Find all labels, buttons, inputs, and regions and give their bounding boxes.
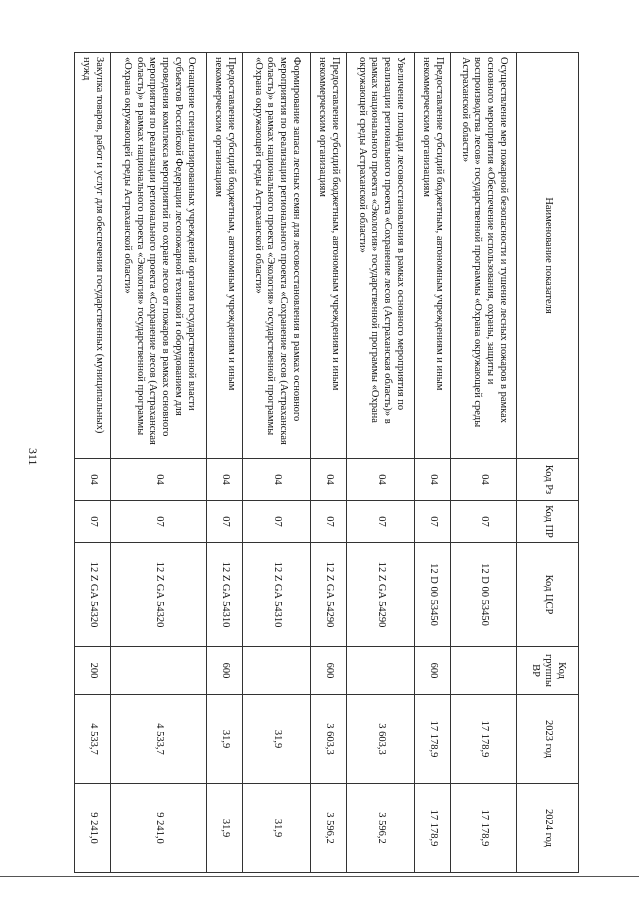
header-vr: Код группы ВР xyxy=(517,647,579,695)
header-2024: 2024 год xyxy=(517,784,579,873)
table-row xyxy=(207,53,243,873)
header-pr: Код ПР xyxy=(517,501,579,543)
table-row xyxy=(451,53,517,873)
row-vr xyxy=(451,647,517,695)
table-row xyxy=(311,53,347,873)
row-2024: 9 241,0 xyxy=(75,784,111,873)
row-2023: 31,9 xyxy=(207,695,243,784)
row-rz: 04 xyxy=(243,459,311,501)
row-pr: 07 xyxy=(347,501,415,543)
table-row xyxy=(243,53,311,873)
row-2024: 31,9 xyxy=(243,784,311,873)
row-rz: 04 xyxy=(111,459,207,501)
row-name: Предоставление субсидий бюджетным, автономным учреждениям и иным некоммерческим организациям xyxy=(311,53,347,459)
row-2023: 17 178,9 xyxy=(415,695,451,784)
row-pr: 07 xyxy=(207,501,243,543)
row-2023: 4 533,7 xyxy=(75,695,111,784)
row-name: Увеличение площади лесовосстановления в рамках основного мероприятия по реализации регионального проекта «Сохранение лесов (Астраханская область)» в рамках национального проекта «Экология» государственной программы «Охрана окружающей среды Астраханской области» xyxy=(347,53,415,459)
table-row xyxy=(415,53,451,873)
row-csr: 12 Z GA 54320 xyxy=(111,543,207,647)
row-2023: 3 603,3 xyxy=(347,695,415,784)
table-row xyxy=(75,53,111,873)
header-csr: Код ЦСР xyxy=(517,543,579,647)
page-number: 311 xyxy=(26,448,40,466)
row-2024: 3 596,2 xyxy=(347,784,415,873)
row-name: Предоставление субсидий бюджетным, автономным учреждениям и иным некоммерческим организациям xyxy=(415,53,451,459)
row-csr: 12 D 00 53450 xyxy=(451,543,517,647)
row-2023: 31,9 xyxy=(243,695,311,784)
row-name: Предоставление субсидий бюджетным, автономным учреждениям и иным некоммерческим организациям xyxy=(207,53,243,459)
row-csr: 12 Z GA 54320 xyxy=(75,543,111,647)
row-rz: 04 xyxy=(75,459,111,501)
row-vr: 600 xyxy=(415,647,451,695)
row-vr: 600 xyxy=(207,647,243,695)
row-name: Оснащение специализированных учреждений органов государственной власти субъектов Российской Федерации лесопожарной техникой и оборудованием для проведения комплекса мероприятий по охране лесов от пожаров в рамках основного мероприятия по реализации регионального проекта «Сохранение лесов (Астраханская область)» в рамках национального проекта «Экология» государственной программы «Охрана окружающей среды Астраханской области» xyxy=(111,53,207,459)
row-2024: 17 178,9 xyxy=(415,784,451,873)
row-vr: 600 xyxy=(311,647,347,695)
row-2023: 3 603,3 xyxy=(311,695,347,784)
row-vr: 200 xyxy=(75,647,111,695)
header-row xyxy=(517,53,579,873)
row-csr: 12 Z GA 54310 xyxy=(243,543,311,647)
row-2024: 9 241,0 xyxy=(111,784,207,873)
row-rz: 04 xyxy=(311,459,347,501)
row-pr: 07 xyxy=(311,501,347,543)
row-rz: 04 xyxy=(347,459,415,501)
row-name: Осуществление мер пожарной безопасности и тушение лесных пожаров в рамках основного мероприятия «Обеспечение использования, охраны, защиты и воспроизводства лесов» государственной программы «Охрана окружающей среды Астраханской области» xyxy=(451,53,517,459)
row-pr: 07 xyxy=(75,501,111,543)
row-vr xyxy=(111,647,207,695)
row-pr: 07 xyxy=(111,501,207,543)
row-vr xyxy=(347,647,415,695)
table-row xyxy=(111,53,207,873)
row-csr: 12 Z GA 54290 xyxy=(311,543,347,647)
row-rz: 04 xyxy=(207,459,243,501)
row-pr: 07 xyxy=(415,501,451,543)
row-csr: 12 Z GA 54290 xyxy=(347,543,415,647)
row-pr: 07 xyxy=(451,501,517,543)
row-name: Закупка товаров, работ и услуг для обеспечения государственных (муниципальных) нужд xyxy=(75,53,111,459)
header-name: Наименование показателя xyxy=(517,53,579,459)
row-csr: 12 Z GA 54310 xyxy=(207,543,243,647)
row-pr: 07 xyxy=(243,501,311,543)
row-2024: 17 178,9 xyxy=(451,784,517,873)
row-vr xyxy=(243,647,311,695)
bottom-rule xyxy=(0,876,639,877)
row-csr: 12 D 00 53450 xyxy=(415,543,451,647)
row-2023: 17 178,9 xyxy=(451,695,517,784)
row-2024: 31,9 xyxy=(207,784,243,873)
header-2023: 2023 год xyxy=(517,695,579,784)
row-rz: 04 xyxy=(415,459,451,501)
budget-table xyxy=(74,52,579,873)
row-2023: 4 533,7 xyxy=(111,695,207,784)
row-2024: 3 596,2 xyxy=(311,784,347,873)
header-rz: Код Рз xyxy=(517,459,579,501)
table-row xyxy=(347,53,415,873)
row-rz: 04 xyxy=(451,459,517,501)
rotated-table-wrapper xyxy=(81,52,579,872)
row-name: Формирование запаса лесных семян для лесовосстановления в рамках основного мероприятия по реализации регионального проекта «Сохранение лесов (Астраханская область)» в рамках национального проекта «Экология» государственной программы «Охрана окружающей среды Астраханской области» xyxy=(243,53,311,459)
